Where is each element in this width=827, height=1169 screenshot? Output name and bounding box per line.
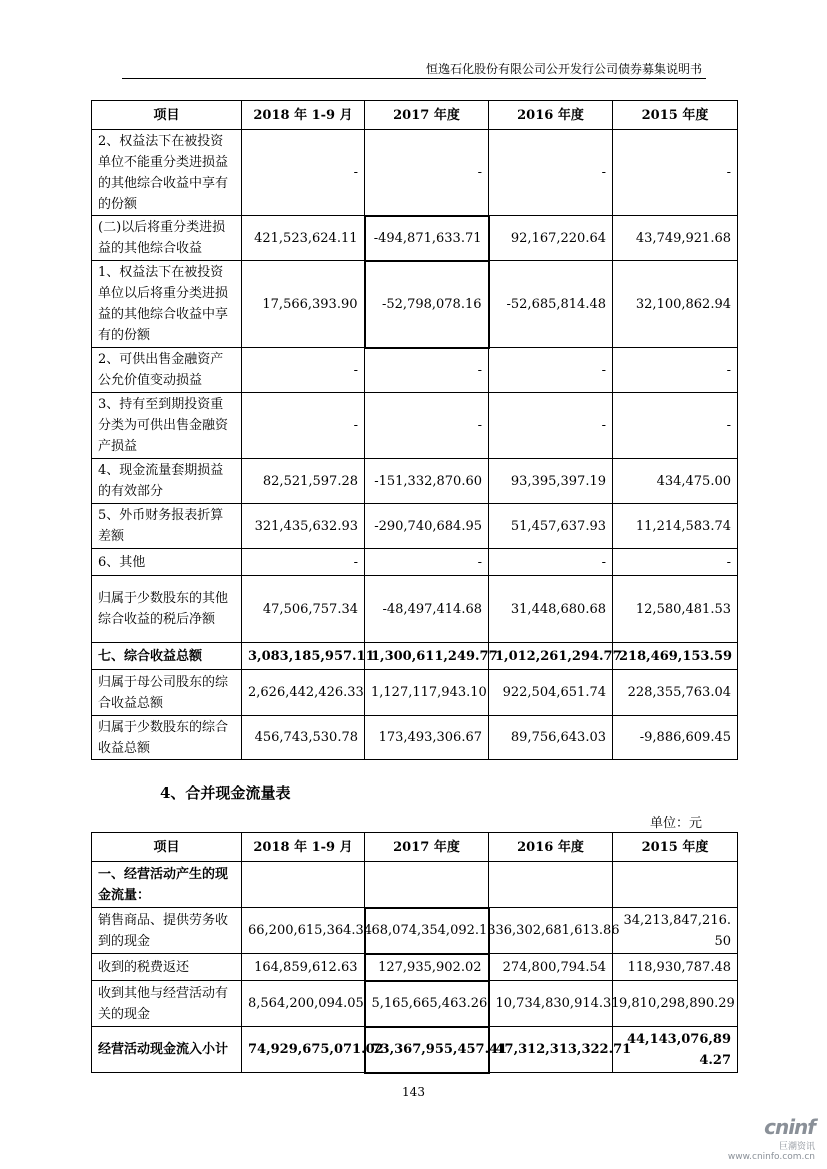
cell-value: 51,457,637.93: [489, 504, 613, 549]
cell-value: 456,743,530.78: [242, 716, 365, 760]
table-header-row: [92, 833, 738, 862]
cell-value: -: [489, 549, 613, 576]
cell-value: -: [242, 549, 365, 576]
cell-value: 8,564,200,094.05: [242, 981, 365, 1027]
table-row: [92, 130, 738, 216]
column-header: 项目: [92, 833, 242, 862]
cell-value: -: [489, 393, 613, 459]
cell-value: 9,810,298,890.29: [613, 981, 738, 1027]
cninfo-logo: [728, 1115, 815, 1162]
table-row: [92, 216, 738, 261]
cell-value: 66,200,615,364.34: [242, 908, 365, 954]
cell-value: -: [613, 348, 738, 393]
cell-value: -48,497,414.68: [365, 576, 489, 643]
column-header: 2015 年度: [613, 101, 738, 130]
cell-value: 12,580,481.53: [613, 576, 738, 643]
unit-label: 单位：元: [649, 816, 702, 831]
cell-value: -52,685,814.48: [489, 261, 613, 348]
cell-value: -: [365, 130, 489, 216]
column-header: 2016 年度: [489, 833, 613, 862]
table-row: [92, 261, 738, 348]
cell-value: [489, 862, 613, 908]
cell-value: 127,935,902.02: [365, 954, 489, 981]
row-label: 归属于少数股东的综合收益总额: [92, 716, 242, 760]
column-header: 2018 年 1-9 月: [242, 101, 365, 130]
table-row: [92, 348, 738, 393]
table-row: [92, 576, 738, 643]
cell-value: 82,521,597.28: [242, 459, 365, 504]
cell-value: 73,367,955,457.41: [365, 1027, 489, 1073]
cell-value: 118,930,787.48: [613, 954, 738, 981]
cell-value: 36,302,681,613.86: [489, 908, 613, 954]
cell-value: -: [489, 348, 613, 393]
row-label: 6、其他: [92, 549, 242, 576]
cell-value: 5,165,665,463.26: [365, 981, 489, 1027]
cell-value: 74,929,675,071.02: [242, 1027, 365, 1073]
table-row: [92, 393, 738, 459]
column-header: 项目: [92, 101, 242, 130]
comprehensive-income-table: [91, 100, 738, 760]
table-row: [92, 954, 738, 981]
cell-value: [242, 862, 365, 908]
page-number: 143: [402, 1085, 425, 1099]
column-header: 2015 年度: [613, 833, 738, 862]
table-row: [92, 549, 738, 576]
column-header: 2017 年度: [365, 833, 489, 862]
row-label: 1、权益法下在被投资单位以后将重分类进损益的其他综合收益中享有的份额: [92, 261, 242, 348]
document-header: 恒逸石化股份有限公司公开发行公司债券募集说明书: [425, 62, 702, 76]
cell-value: -: [365, 393, 489, 459]
row-label: 归属于母公司股东的综合收益总额: [92, 670, 242, 716]
cell-value: 274,800,794.54: [489, 954, 613, 981]
row-label: 归属于少数股东的其他综合收益的税后净额: [92, 576, 242, 643]
cell-value: 218,469,153.59: [613, 643, 738, 670]
cell-value: -: [613, 549, 738, 576]
column-header: 2016 年度: [489, 101, 613, 130]
cell-value: -9,886,609.45: [613, 716, 738, 760]
cell-value: 3,083,185,957.11: [242, 643, 365, 670]
table-row: [92, 643, 738, 670]
cell-value: -: [613, 130, 738, 216]
cell-value: 93,395,397.19: [489, 459, 613, 504]
cell-value: 34,213,847,216.50: [613, 908, 738, 954]
cell-value: -: [613, 393, 738, 459]
row-label: (二)以后将重分类进损益的其他综合收益: [92, 216, 242, 261]
cell-value: 922,504,651.74: [489, 670, 613, 716]
cell-value: 47,506,757.34: [242, 576, 365, 643]
table-row: [92, 908, 738, 954]
row-label: 经营活动现金流入小计: [92, 1027, 242, 1073]
cell-value: -: [242, 348, 365, 393]
row-label: 一、经营活动产生的现金流量：: [92, 862, 242, 908]
cell-value: 44,143,076,894.27: [613, 1027, 738, 1073]
cell-value: -: [242, 130, 365, 216]
cell-value: 17,566,393.90: [242, 261, 365, 348]
column-header: 2017 年度: [365, 101, 489, 130]
header-divider: [122, 78, 706, 79]
row-label: 3、持有至到期投资重分类为可供出售金融资产损益: [92, 393, 242, 459]
cell-value: 228,355,763.04: [613, 670, 738, 716]
table-row: [92, 670, 738, 716]
row-label: 4、现金流量套期损益的有效部分: [92, 459, 242, 504]
cell-value: 1,300,611,249.77: [365, 643, 489, 670]
table-header-row: [92, 101, 738, 130]
logo-brand: cninf: [764, 1115, 815, 1139]
row-label: 收到的税费返还: [92, 954, 242, 981]
cell-value: -: [489, 130, 613, 216]
row-label: 5、外币财务报表折算差额: [92, 504, 242, 549]
cell-value: 421,523,624.11: [242, 216, 365, 261]
row-label: 七、综合收益总额: [92, 643, 242, 670]
table-row: [92, 716, 738, 760]
row-label: 销售商品、提供劳务收到的现金: [92, 908, 242, 954]
cell-value: -151,332,870.60: [365, 459, 489, 504]
cell-value: 47,312,313,322.71: [489, 1027, 613, 1073]
cell-value: 173,493,306.67: [365, 716, 489, 760]
cell-value: -52,798,078.16: [365, 261, 489, 348]
cell-value: [613, 862, 738, 908]
table-row: [92, 1027, 738, 1073]
section-title: 4、合并现金流量表: [160, 784, 291, 802]
cell-value: -: [242, 393, 365, 459]
column-header: 2018 年 1-9 月: [242, 833, 365, 862]
cell-value: 31,448,680.68: [489, 576, 613, 643]
logo-cn: 巨潮资讯: [778, 1142, 815, 1152]
cell-value: 1,012,261,294.77: [489, 643, 613, 670]
cell-value: 68,074,354,092.13: [365, 908, 489, 954]
cell-value: 92,167,220.64: [489, 216, 613, 261]
cell-value: 1,127,117,943.10: [365, 670, 489, 716]
cell-value: 434,475.00: [613, 459, 738, 504]
row-label: 收到其他与经营活动有关的现金: [92, 981, 242, 1027]
cell-value: 321,435,632.93: [242, 504, 365, 549]
cash-flow-table: [91, 832, 738, 1074]
cell-value: 32,100,862.94: [613, 261, 738, 348]
row-label: 2、可供出售金融资产公允价值变动损益: [92, 348, 242, 393]
cell-value: -290,740,684.95: [365, 504, 489, 549]
cell-value: 164,859,612.63: [242, 954, 365, 981]
cell-value: 43,749,921.68: [613, 216, 738, 261]
table-row: [92, 459, 738, 504]
cell-value: -494,871,633.71: [365, 216, 489, 261]
table-row: [92, 504, 738, 549]
cell-value: 10,734,830,914.31: [489, 981, 613, 1027]
cell-value: 89,756,643.03: [489, 716, 613, 760]
cell-value: 2,626,442,426.33: [242, 670, 365, 716]
cell-value: 11,214,583.74: [613, 504, 738, 549]
logo-url: www.cninfo.com.cn: [727, 1152, 815, 1162]
cell-value: [365, 862, 489, 908]
row-label: 2、权益法下在被投资单位不能重分类进损益的其他综合收益中享有的份额: [92, 130, 242, 216]
table-row: [92, 862, 738, 908]
cell-value: -: [365, 348, 489, 393]
cell-value: -: [365, 549, 489, 576]
table-row: [92, 981, 738, 1027]
